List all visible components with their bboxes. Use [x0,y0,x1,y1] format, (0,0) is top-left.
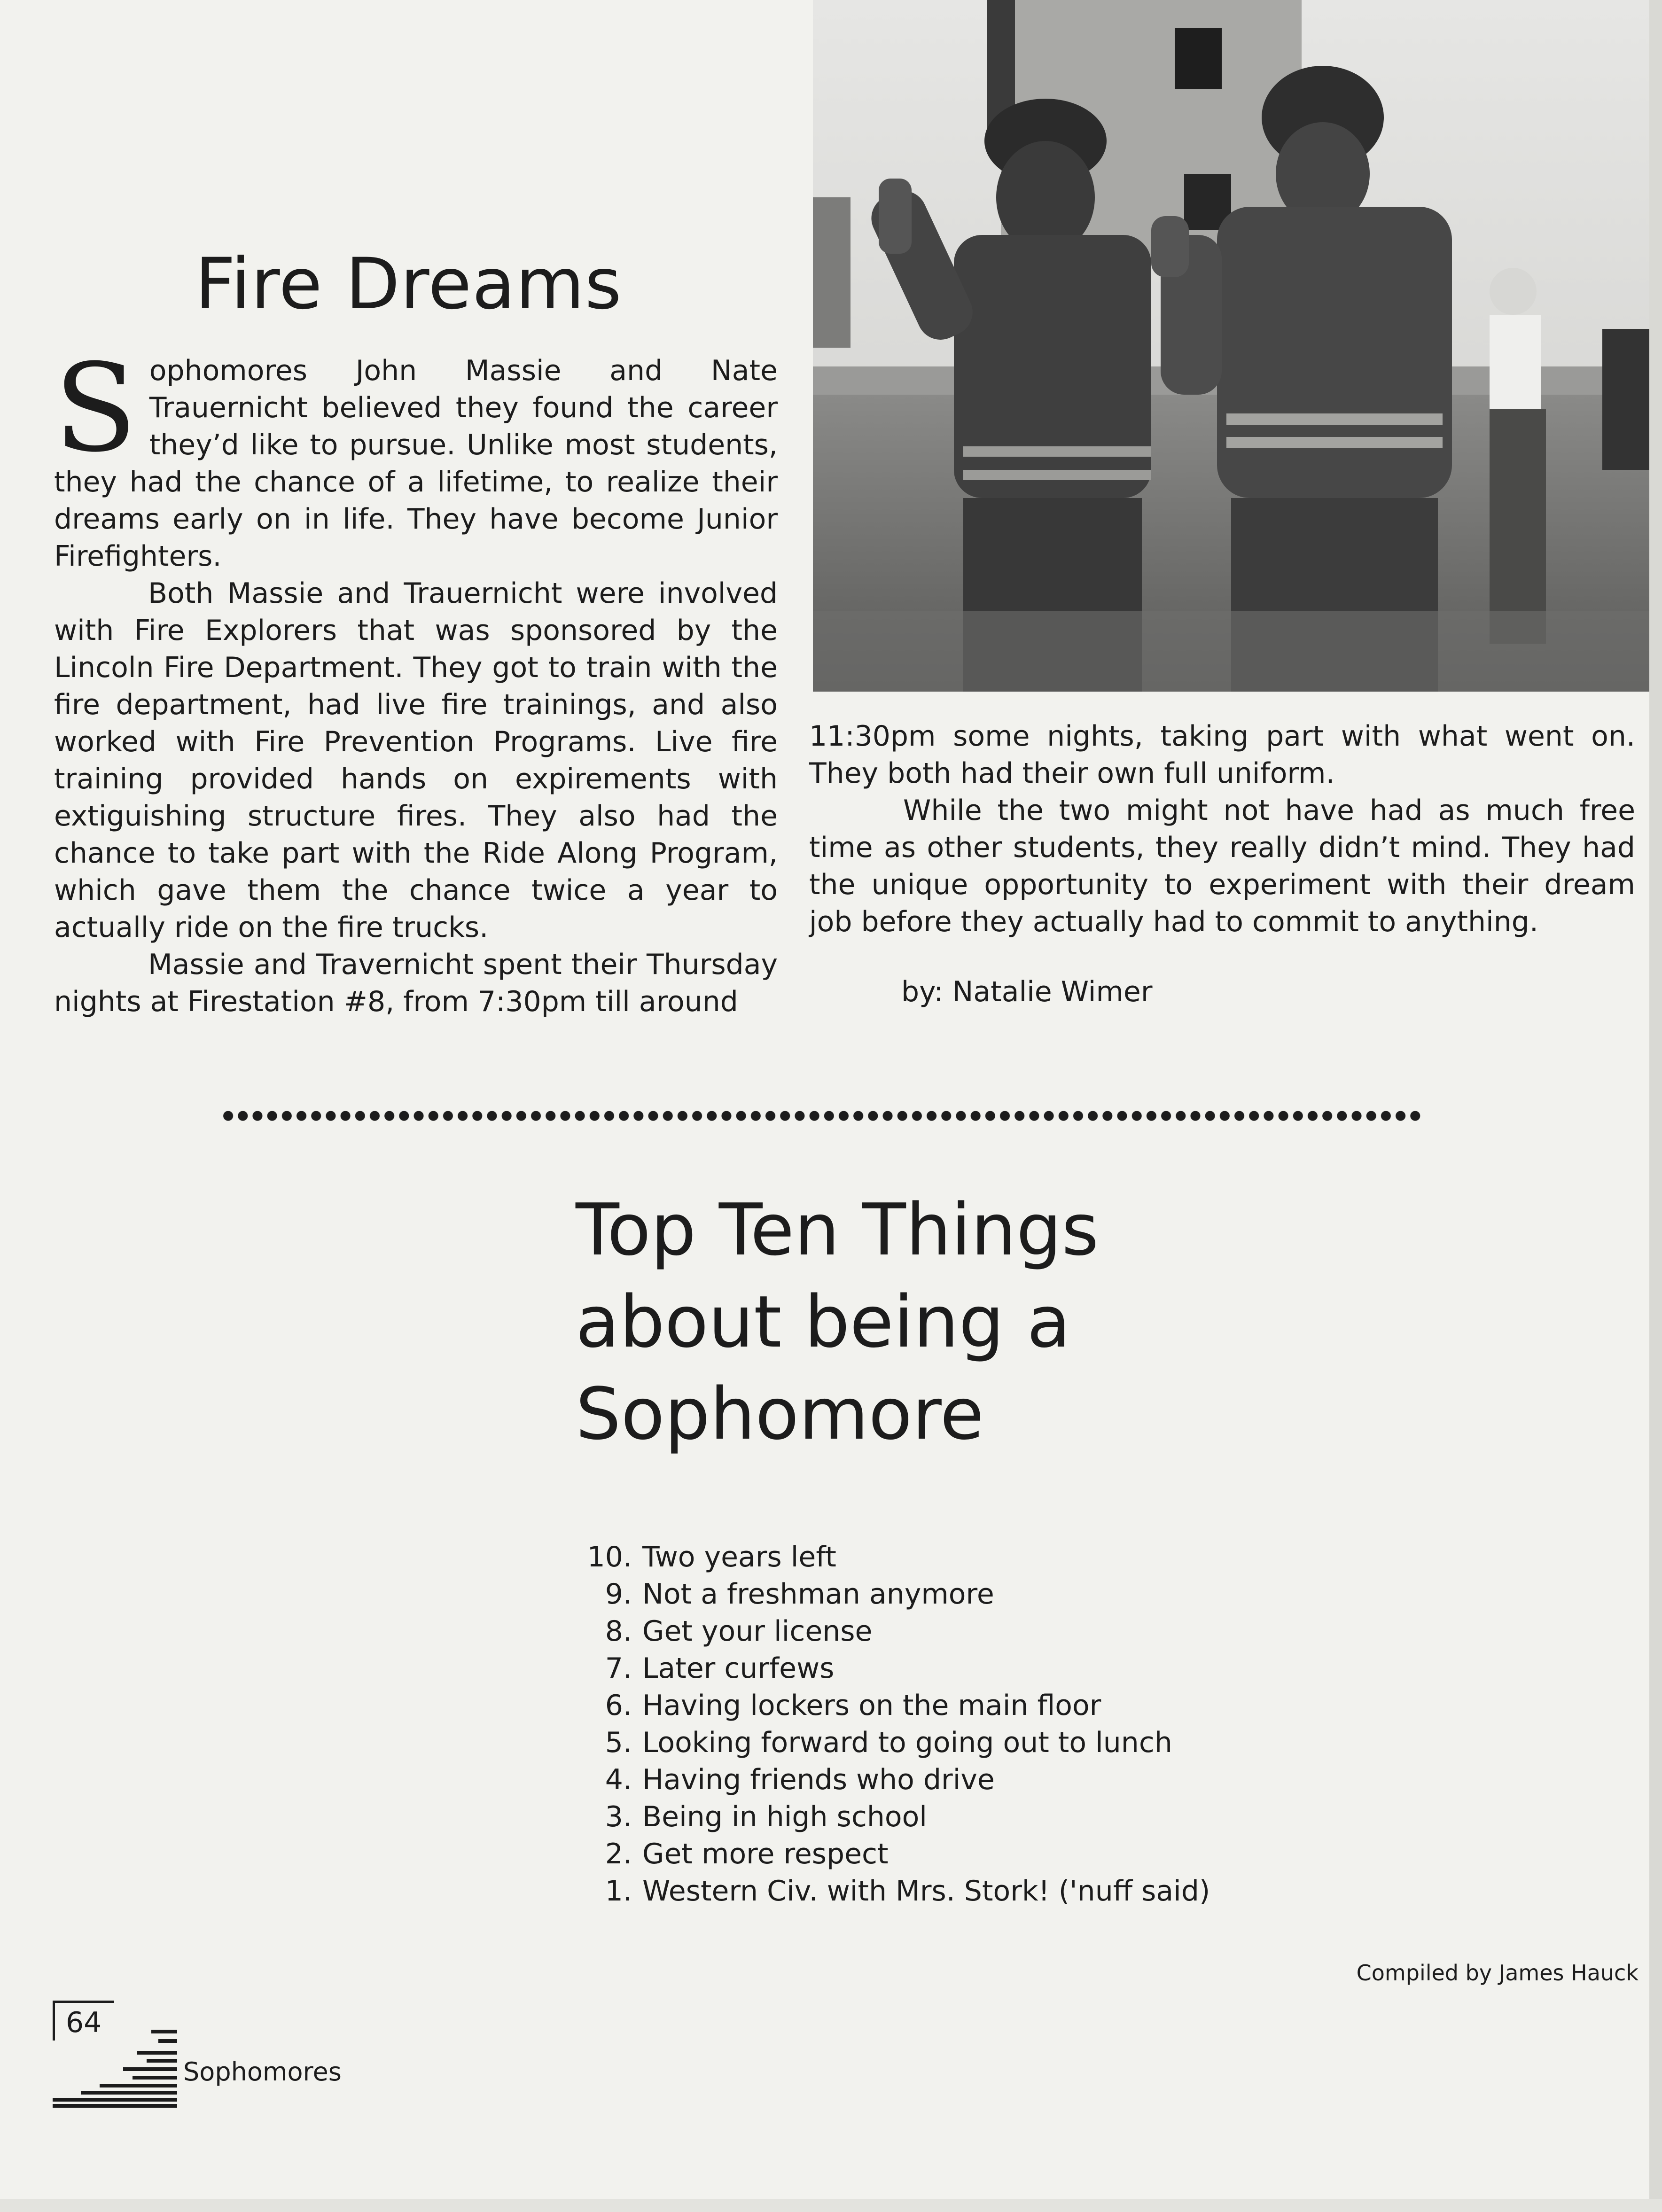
item-number: 9. [605,1578,632,1611]
topten-title-line: Top Ten Things [576,1188,1099,1271]
brick-stairs-icon [53,1997,184,2110]
item-number: 6. [605,1689,632,1722]
compiled-by-credit: Compiled by James Hauck [1356,1960,1639,1986]
article-byline: by: Natalie Wimer [901,975,1153,1008]
dotted-divider [221,1109,1424,1123]
item-number: 2. [605,1838,632,1870]
article-title: Fire Dreams [195,243,622,325]
article-paragraph-text: ophomores John Massie and Nate Trauernicht believed they found the career they’d like to pursue. Unlike most students, they had the chance of a lifetime, to realize their dreams early on in life. They have become Junior Firefighters. [54,354,778,573]
list-item [576,1873,1210,1910]
topten-title-line: about being a [576,1280,1071,1363]
drop-cap: S [54,338,137,479]
item-text: Being in high school [642,1800,927,1833]
article-column-right [809,718,1635,941]
item-text: Not a freshman anymore [642,1578,994,1611]
list-item [576,1687,1210,1724]
item-number: 4. [605,1763,632,1796]
item-text: Having friends who drive [642,1763,995,1796]
item-text: Later curfews [642,1652,835,1685]
item-text: Having lockers on the main floor [642,1689,1101,1722]
article-column-left [54,338,778,1020]
topten-title [576,1184,1099,1460]
article-paragraph: 11:30pm some nights, taking part with what went on. They both had their own full uniform. [809,720,1635,790]
item-number: 5. [605,1726,632,1759]
section-name: Sophomores [183,2057,342,2087]
item-number: 8. [605,1615,632,1648]
list-item [576,1761,1210,1799]
article-paragraph: While the two might not have had as much free time as other students, they really didn’t mind. They had the unique opportunity to experiment with their dream job before they actually had to commit to anything. [809,794,1635,938]
topten-list [576,1539,1210,1910]
list-item [576,1836,1210,1873]
item-number: 3. [605,1800,632,1833]
article-paragraph: Both Massie and Trauernicht were involved with Fire Explorers that was sponsored by the Lincoln Fire Department. They got to train with the fire department, had live fire trainings, and also worked with Fire Prevention Programs. Live fire training provided hands on expirements with extiguishing structure fires. They also had the chance to take part with the Ride Along Program, which gave them the chance twice a year to actually ride on the fire trucks. [54,577,778,944]
page-number: 64 [66,2006,102,2039]
list-item [576,1724,1210,1761]
list-item [576,1799,1210,1836]
item-number: 10. [587,1541,632,1573]
item-text: Western Civ. with Mrs. Stork! ('nuff said) [642,1875,1210,1908]
list-item [576,1539,1210,1576]
list-item [576,1650,1210,1687]
article-paragraph: Massie and Travernicht spent their Thursday nights at Firestation #8, from 7:30pm till around [54,948,778,1018]
item-number: 7. [605,1652,632,1685]
topten-title-line: Sophomore [576,1372,984,1456]
article-paragraph [54,338,778,575]
item-text: Get more respect [642,1838,889,1870]
item-text: Get your license [642,1615,873,1648]
item-text: Looking forward to going out to lunch [642,1726,1172,1759]
list-item [576,1576,1210,1613]
item-text: Two years left [642,1541,836,1573]
list-item [576,1613,1210,1650]
page-edge-shadow [1649,0,1662,2212]
firefighters-photo [813,0,1649,692]
page-bottom-edge [0,2199,1662,2212]
item-number: 1. [605,1875,632,1908]
